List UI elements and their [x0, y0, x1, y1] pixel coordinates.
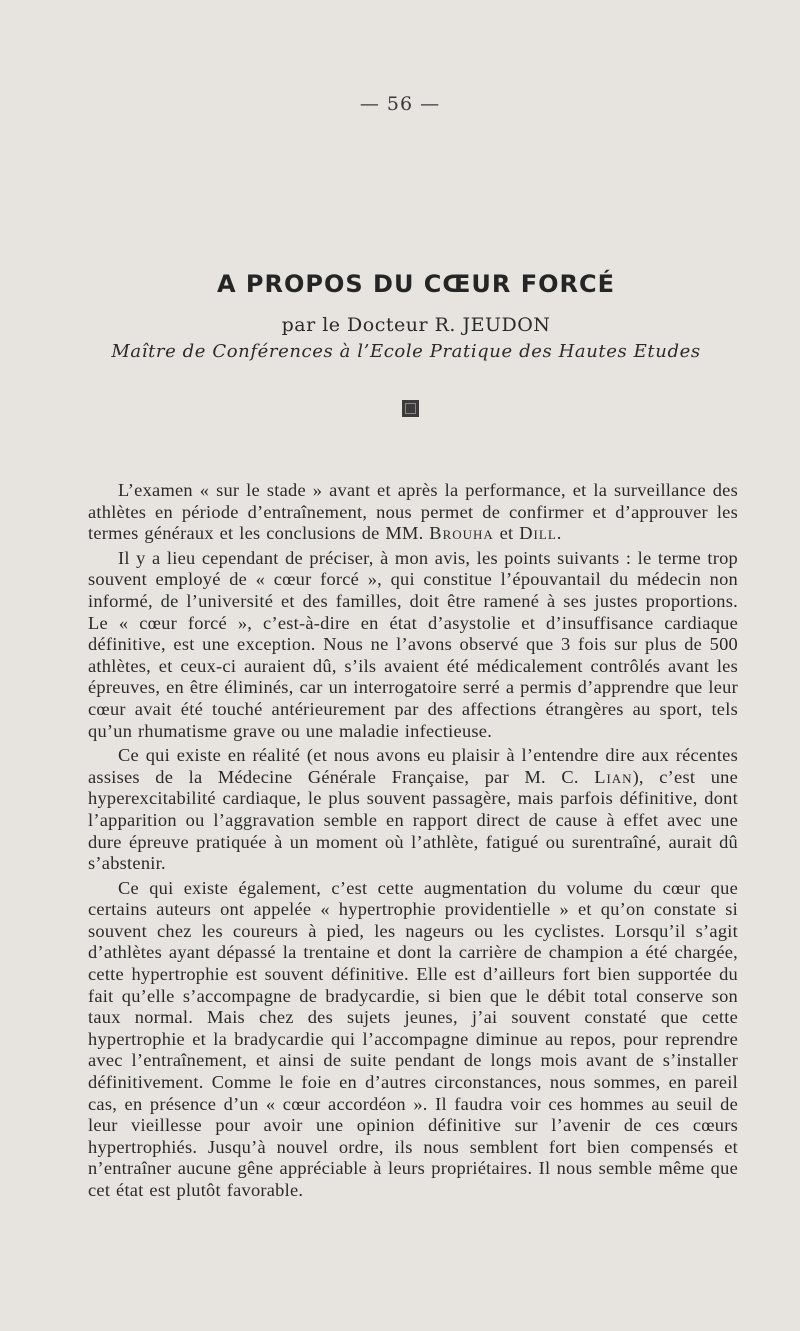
author-name-dill: Dill [519, 523, 557, 544]
article-title: A PROPOS DU CŒUR FORCÉ [216, 270, 616, 298]
paragraph-1-text: L’examen « sur le stade » avant et après la performance, et la surveillance des athlètes en période d’entraînement, nous permet de confirmer et d’approuver les termes généraux et les conclusions de MM. [88, 480, 738, 544]
paragraph-2: Il y a lieu cependant de préciser, à mon avis, les points suivants : le terme trop souvent employé de « cœur forcé », qui constitue l’épouvantail du médecin non informé, de l’université et des familles, doit être ramené à ses justes proportions. Le « cœur forcé », c’est-à-dire en état d’asystolie et d’insuffisance cardiaque définitive, est une exception. Nous ne l’avons observé que 3 fois sur plus de 500 athlètes, et ceux-ci auraient dû, s’ils avaient été médicalement contrôlés avant les épreuves, en être éliminés, car un interrogatoire serré a permis d’apprendre que leur cœur avait été touché antérieurement par des affections étrangères au sport, tels qu’un rhumatisme grave ou une maladie infectieuse. [88, 547, 738, 741]
author-line: par le Docteur R. JEUDON [281, 314, 551, 336]
author-affiliation: Maître de Conférences à l’Ecole Pratique des Hautes Etudes [111, 341, 701, 362]
square-ornament-icon [402, 400, 419, 417]
paragraph-3-text: Ce qui existe en réalité (et nous avons eu plaisir à l’entendre dire aux récentes assises de la Médecine Générale Française, par M. C. [88, 745, 738, 787]
author-name-lian: Lian [594, 766, 633, 787]
page-number: — 56 — [359, 93, 441, 115]
author-name-brouha: Brouha [429, 523, 494, 544]
article-body [88, 480, 738, 1205]
paragraph-4: Ce qui existe également, c’est cette augmentation du volume du cœur que certains auteurs ont appelée « hypertrophie providentielle » et qu’on constate si souvent chez les coureurs à pied, les nageurs ou les cyclistes. Lorsqu’il s’agit d’athlètes ayant dépassé la trentaine et dont la carrière de champion a été chargée, cette hypertrophie est souvent définitive. Elle est d’ailleurs fort bien supportée du fait qu’elle s’accompagne de bradycardie, si bien que le débit total conserve son taux normal. Mais chez des sujets jeunes, j’ai souvent constaté que cette hypertrophie et la bradycardie qui l’accompagne diminue au repos, pour reprendre avec l’entraînement, et ainsi de suite pendant de longs mois avant de s’installer définitivement. Comme le foie en d’autres circonstances, nous sommes, en pareil cas, en présence d’un « cœur accordéon ». Il faudra voir ces hommes au seuil de leur vieillesse pour avoir une opinion définitive sur l’avenir de ces cœurs hypertrophiés. Jusqu’à nouvel ordre, ils nous semblent fort bien compensés et n’entraîner aucune gêne appréciable à leurs propriétaires. Il nous semble même que cet état est plutôt favorable. [88, 877, 738, 1200]
paragraph-1-end: . [556, 523, 562, 544]
paragraph-1 [88, 480, 738, 545]
conjunction: et [493, 523, 520, 544]
paragraph-3 [88, 745, 738, 875]
paragraph-3-end: ), c’est une hyperexcitabilité cardiaque, le plus souvent passagère, mais parfois définitive, dont l’apparition ou l’aggravation semble en rapport direct de cause à effet avec une dure épreuve pratiquée à un moment où l’athlète, fatigué ou surentraîné, aurait dû s’abstenir. [88, 766, 739, 874]
